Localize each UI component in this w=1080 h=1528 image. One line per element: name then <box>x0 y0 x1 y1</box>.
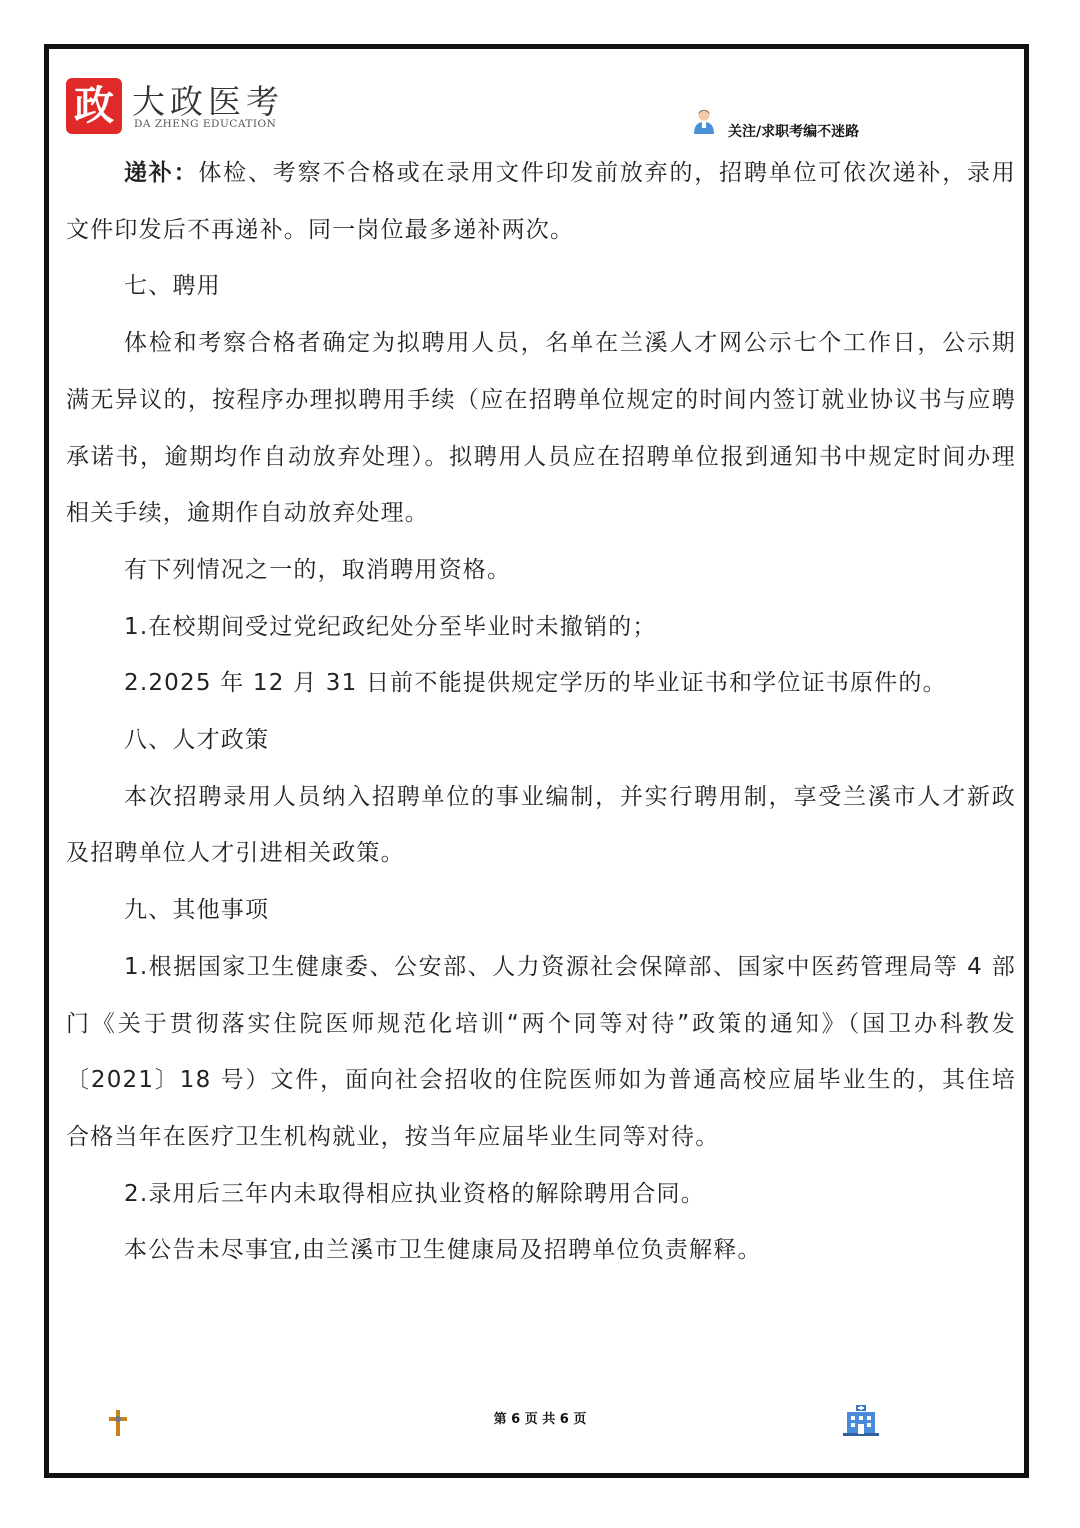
section-title-other-matters: 九、其他事项 <box>124 897 270 924</box>
logo-glyph: 政 <box>74 82 114 129</box>
brand-name: 大政医考 <box>132 82 284 121</box>
brand-english: DA ZHENG EDUCATION <box>134 118 277 130</box>
hospital-icon <box>843 1404 879 1436</box>
list-item-disqualification-1: 1.在校期间受过党纪政纪处分至毕业时未撤销的； <box>124 613 657 640</box>
substitution-text: 体检、考察不合格或在录用文件印发前放弃的，招聘单位可依次递补，录用文件印发后不再递补。同一岗位最多递补两次。 <box>66 160 1016 243</box>
list-item-disqualification-2: 2.2025 年 12 月 31 日前不能提供规定学历的毕业证书和学位证书原件的。 <box>124 670 947 697</box>
person-icon <box>693 108 715 134</box>
follow-slogan: 关注/求职考编不迷路 <box>728 124 860 140</box>
list-item-other-1: 1.根据国家卫生健康委、公安部、人力资源社会保障部、国家中医药管理局等 4 部门《关于贯彻落实住院医师规范化培训“两个同等对待”政策的通知》（国卫办科教发〔2021〕18 号）文件，面向社会招收的住院医师如为普通高校应届毕业生的，其住培合格当年在医疗卫生机构就业，按当年应届毕业生同等对待。 <box>66 953 1016 1150</box>
cross-icon <box>108 1408 128 1438</box>
paragraph-hiring: 体检和考察合格者确定为拟聘用人员，名单在兰溪人才网公示七个工作日，公示期满无异议的，按程序办理拟聘用手续（应在招聘单位规定的时间内签订就业协议书与应聘承诺书，逾期均作自动放弃处理）。拟聘用人员应在招聘单位报到通知书中规定时间办理相关手续，逾期作自动放弃处理。 <box>66 330 1016 527</box>
paragraph-talent-policy: 本次招聘录用人员纳入招聘单位的事业编制，并实行聘用制，享受兰溪市人才新政及招聘单位人才引进相关政策。 <box>66 783 1016 867</box>
substitution-label: 递补： <box>124 160 199 186</box>
document-body <box>66 145 1016 1279</box>
paragraph-disqualification-intro: 有下列情况之一的，取消聘用资格。 <box>124 556 512 583</box>
paragraph-substitution <box>66 145 1016 258</box>
page-number: 第 6 页 共 6 页 <box>493 1412 587 1427</box>
list-item-other-2: 2.录用后三年内未取得相应执业资格的解除聘用合同。 <box>124 1180 705 1207</box>
brand-logo <box>66 78 122 134</box>
section-title-talent-policy: 八、人才政策 <box>124 727 270 754</box>
section-title-hiring: 七、聘用 <box>124 273 221 300</box>
paragraph-interpretation: 本公告未尽事宜,由兰溪市卫生健康局及招聘单位负责解释。 <box>124 1237 762 1264</box>
